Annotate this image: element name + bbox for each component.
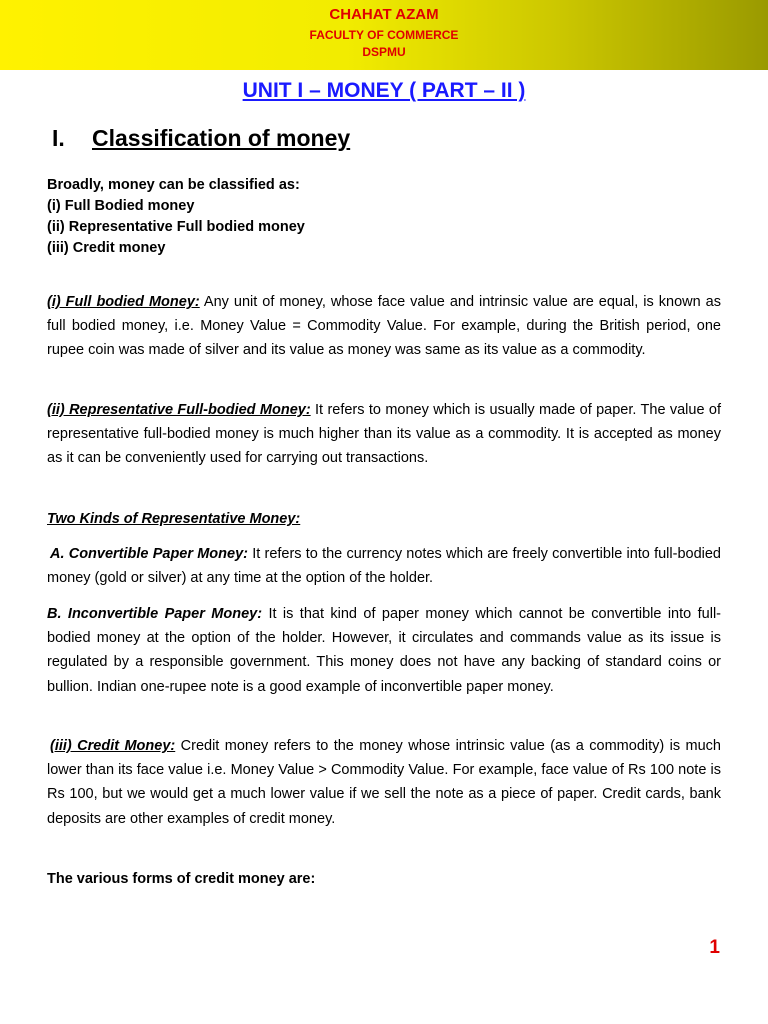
paragraph-text: It refers to money which is usually made of paper. The value of representative full-bodied money is much higher than its value as a commodity. It is accepted as money as it can be conveniently used for carrying out transactions.: [47, 402, 721, 467]
term-full-bodied: (i) Full bodied Money:: [47, 294, 200, 310]
term-credit: (iii) Credit Money:: [50, 738, 176, 754]
section-title: Classification of money: [92, 125, 351, 151]
paragraph-credit: [47, 734, 721, 831]
paragraph-text: Credit money refers to the money whose intrinsic value (as a commodity) is much lower than its face value i.e. Money Value > Commodity Value. For example, face value of Rs 100 note is Rs 100, but we would get a much lower value if we sell the note as a piece of paper. Credit cards, bank deposits are other examples of credit money.: [47, 738, 721, 827]
two-kinds-heading-block: [47, 507, 721, 531]
intro-item: (iii) Credit money: [47, 240, 166, 256]
paragraph-inconvertible: [47, 602, 721, 699]
university-name: DSPMU: [362, 45, 406, 59]
term-representative: (ii) Representative Full-bodied Money:: [47, 402, 311, 418]
paragraph-representative: [47, 398, 721, 471]
unit-title: UNIT I – MONEY ( PART – II ): [242, 79, 526, 102]
paragraph-text: It is that kind of paper money which cannot be convertible into full-bodied money at the option of the holder. However, it circulates and commands value as its issue is regulated by a responsible government. This money does not have any backing of standard coins or bullion. Indian one-rupee note is a good example of inconvertible paper money.: [47, 606, 721, 695]
intro-item: (ii) Representative Full bodied money: [47, 219, 305, 235]
two-kinds-heading: Two Kinds of Representative Money:: [47, 511, 301, 527]
intro-lead: Broadly, money can be classified as:: [47, 177, 300, 193]
intro-item: (i) Full Bodied money: [47, 198, 195, 214]
paragraph-text: Any unit of money, whose face value and intrinsic value are equal, is known as full bodied money, i.e. Money Value = Commodity Value. For example, during the British period, one rupee coin was made of silver and its value as money was same as its value as a commodity.: [47, 294, 721, 359]
paragraph-full-bodied: [47, 290, 721, 363]
section-heading: [52, 125, 350, 152]
page-number: 1: [709, 937, 720, 958]
section-number: I.: [52, 125, 65, 151]
intro-list: [47, 175, 305, 259]
term-inconvertible: B. Inconvertible Paper Money:: [47, 606, 263, 622]
forms-heading: The various forms of credit money are:: [47, 871, 316, 887]
author-name: CHAHAT AZAM: [329, 6, 439, 23]
paragraph-text: It refers to the currency notes which are freely convertible into full-bodied money (gold or silver) at any time at the option of the holder.: [47, 546, 721, 587]
term-convertible: A. Convertible Paper Money:: [50, 546, 248, 562]
paragraph-convertible: [47, 542, 721, 590]
header-banner: [0, 0, 768, 70]
faculty-name: FACULTY OF COMMERCE: [309, 28, 459, 42]
